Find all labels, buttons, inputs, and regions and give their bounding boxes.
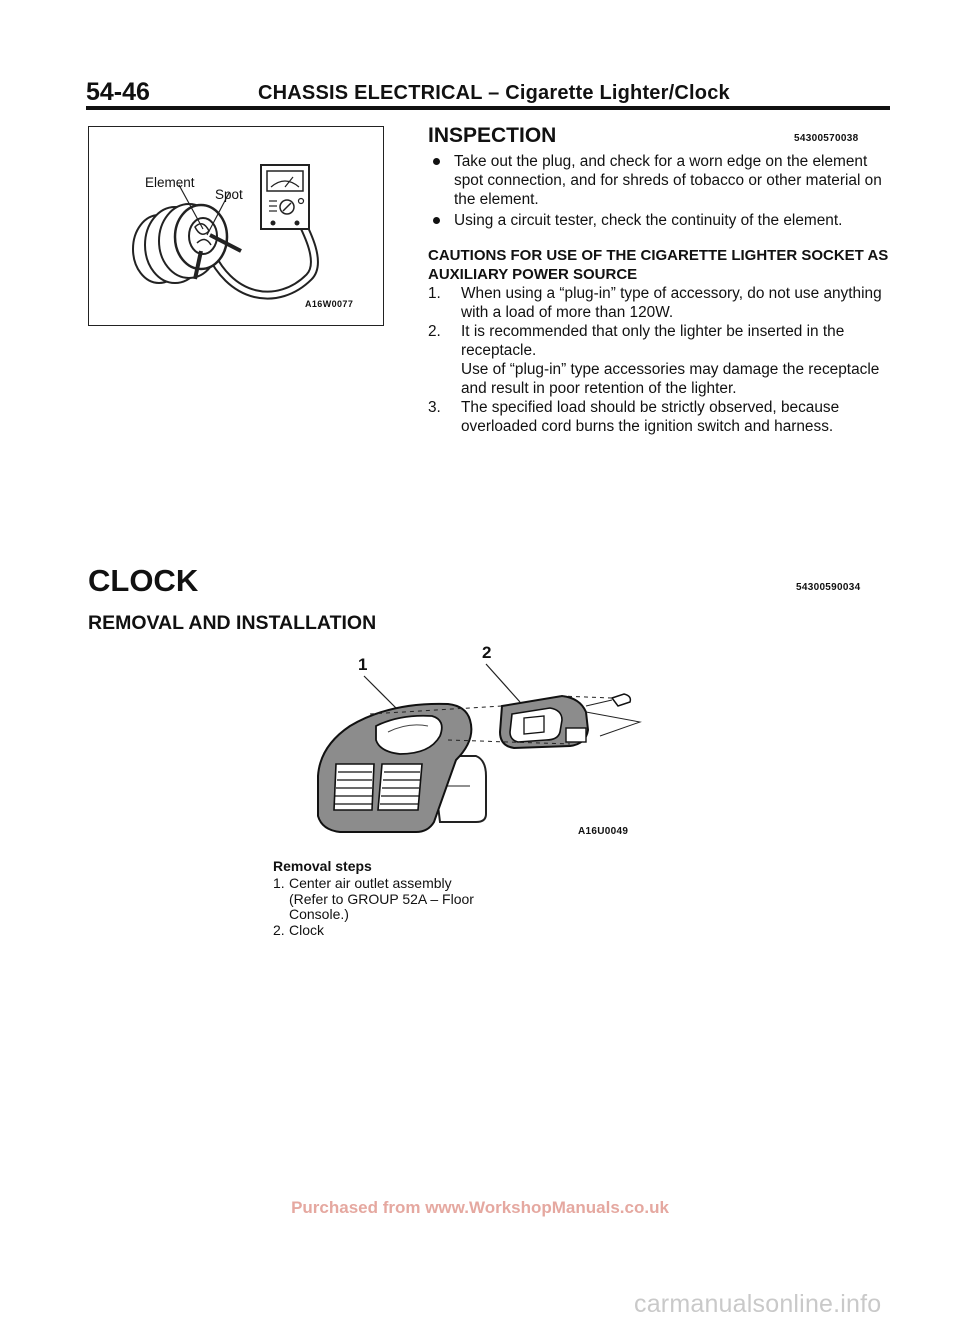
list-item: 1. Center air outlet assembly (Refer to GROUP 52A – Floor Console.) (273, 875, 474, 922)
list-item: Using a circuit tester, check the continuity of the element. (428, 211, 892, 230)
lighter-inspection-figure (88, 126, 384, 326)
list-item: 2. Clock (273, 921, 325, 938)
removal-steps-list (273, 876, 483, 938)
inspection-list (428, 152, 892, 232)
figure-code: A16U0049 (578, 826, 629, 837)
element-label: Element (145, 175, 195, 190)
bullet-icon (433, 158, 440, 165)
removal-steps-heading: Removal steps (273, 858, 372, 874)
lighter-illustration (89, 127, 385, 327)
callout-2: 2 (482, 643, 492, 662)
cautions-heading: CAUTIONS FOR USE OF THE CIGARETTE LIGHTER SOCKET AS AUXILIARY POWER SOURCE (428, 247, 889, 283)
page-number: 54-46 (86, 78, 150, 106)
clock-removal-illustration (300, 636, 680, 846)
list-item: 2. It is recommended that only the lighter be inserted in the receptacle. Use of “plug-in” type accessories may damage the receptacle and result in poor retention of the lighter. (428, 323, 880, 397)
cautions-list (428, 284, 892, 436)
list-item: 1. When using a “plug-in” type of accessory, do not use anything with a load of more than 120W. (428, 285, 882, 321)
inspection-heading: INSPECTION (428, 124, 557, 147)
purchase-notice: Purchased from www.WorkshopManuals.co.uk (291, 1198, 669, 1217)
header-divider (86, 106, 890, 110)
watermark: carmanualsonline.info (634, 1290, 882, 1318)
spot-label: Spot (215, 187, 243, 202)
list-item: 3. The specified load should be strictly observed, because overloaded cord burns the ignition switch and harness. (428, 399, 840, 435)
clock-heading: CLOCK (88, 563, 199, 598)
section-code: 54300590034 (796, 582, 861, 593)
page-title: CHASSIS ELECTRICAL – Cigarette Lighter/Clock (258, 82, 730, 104)
removal-installation-heading: REMOVAL AND INSTALLATION (88, 612, 377, 634)
callout-1: 1 (358, 655, 368, 674)
list-item: Take out the plug, and check for a worn edge on the element spot connection, and for shreds of tobacco or other material on the element. (428, 152, 892, 209)
bullet-icon (433, 217, 440, 224)
figure-code: A16W0077 (305, 299, 354, 309)
section-code: 54300570038 (794, 133, 859, 144)
